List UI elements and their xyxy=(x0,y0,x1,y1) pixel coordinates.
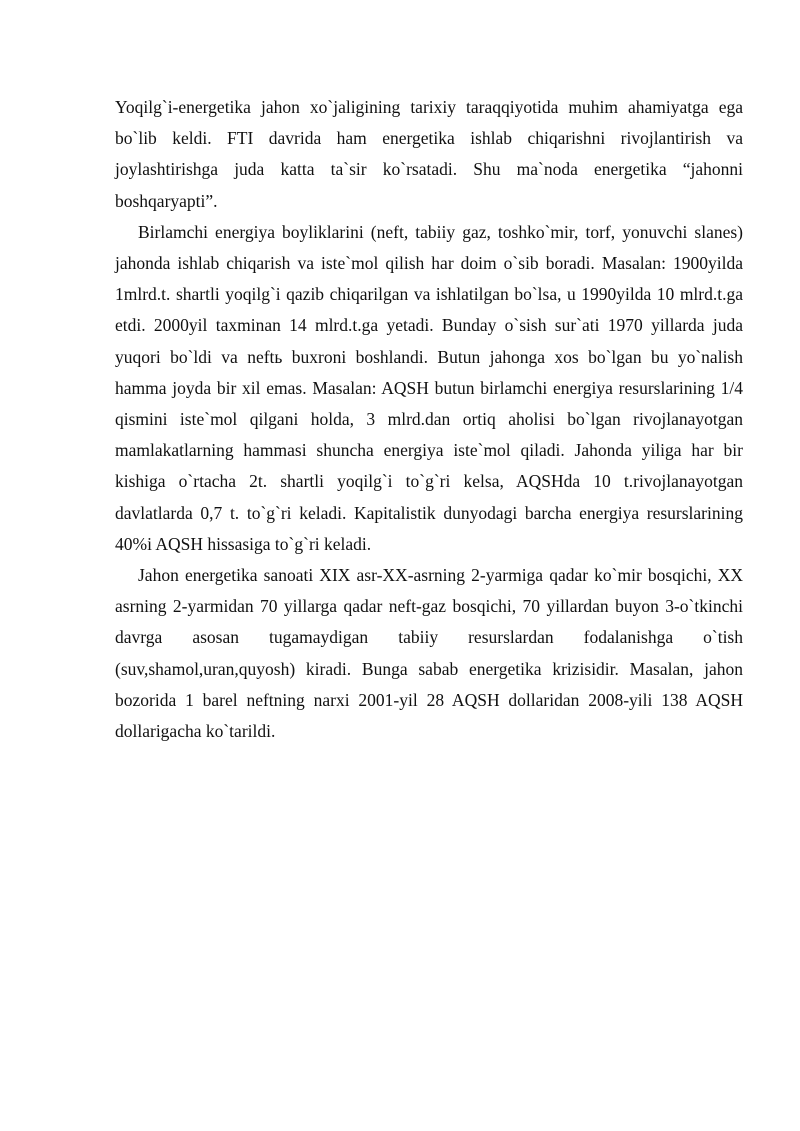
paragraph-1: Yoqilg`i-energetika jahon xo`jaligining tarixiy taraqqiyotida muhim ahamiyatga ega bo`lib keldi. FTI davrida ham energetika ishlab chiqarishni rivojlantirish va joylashtirishga juda katta ta`sir ko`rsatadi. Shu ma`noda energetika “jahonni boshqaryapti”. xyxy=(115,97,743,211)
paragraph-3: Jahon energetika sanoati XIX asr-XX-asrning 2-yarmiga qadar ko`mir bosqichi, XX asrning 2-yarmidan 70 yillarga qadar neft-gaz bosqichi, 70 yillardan buyon 3-o`tkinchi davrga asosan tugamaydigan tabiiy resurslardan fodalanishga o`tish (suv,shamol,uran,quyosh) kiradi. Bunga sabab energetika krizisidir. Masalan, jahon bozorida 1 barel neftning narxi 2001-yil 28 AQSH dollaridan 2008-yili 138 AQSH dollarigacha ko`tarildi. xyxy=(115,565,743,742)
paragraph-2: Birlamchi energiya boyliklarini (neft, tabiiy gaz, toshko`mir, torf, yonuvchi slanes) jahonda ishlab chiqarish va iste`mol qilish har doim o`sib boradi. Masalan: 1900yilda 1mlrd.t. shartli yoqilg`i qazib chiqarilgan va ishlatilgan bo`lsa, u 1990yilda 10 mlrd.t.ga etdi. 2000yil taxminan 14 mlrd.t.ga yetadi. Bunday o`sish sur`ati 1970 yillarda juda yuqori bo`ldi va neftь buxroni boshlandi. Butun jahonga xos bo`lgan bu yo`nalish hamma joyda bir xil emas. Masalan: AQSH butun birlamchi energiya resurslarining 1/4 qismini iste`mol qilgani holda, 3 mlrd.dan ortiq aholisi bo`lgan rivojlanayotgan mamlakatlarning hammasi shuncha energiya iste`mol qiladi. Jahonda yiliga har bir kishiga o`rtacha 2t. shartli yoqilg`i to`g`ri kelsa, AQSHda 10 t.rivojlanayotgan davlatlarda 0,7 t. to`g`ri keladi. Kapitalistik dunyodagi barcha energiya resurslarining 40%i AQSH hissasiga to`g`ri keladi. xyxy=(115,221,743,554)
document-body xyxy=(115,92,743,747)
